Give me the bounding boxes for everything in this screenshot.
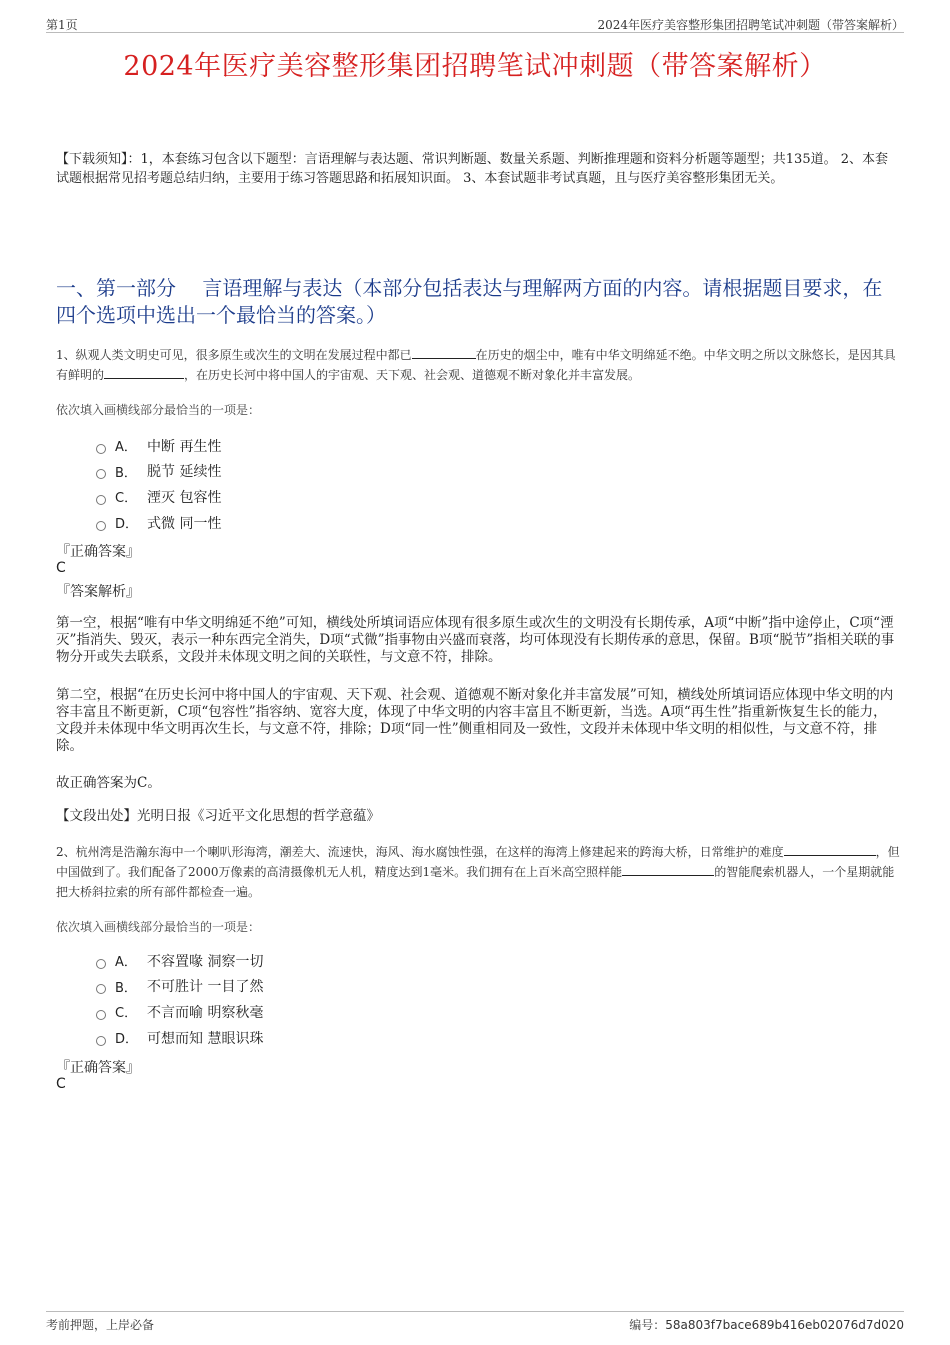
- analysis-conclusion: 故正确答案为C。: [56, 775, 161, 791]
- option-letter: D．: [115, 1032, 139, 1048]
- radio-icon[interactable]: [96, 469, 106, 479]
- radio-icon[interactable]: [96, 984, 106, 994]
- question-1-text-part3: ，在历史长河中将中国人的宇宙观、天下观、社会观、道德观不断对象化并丰富发展。: [184, 368, 641, 382]
- correct-answer-label: 『正确答案』: [56, 1060, 140, 1076]
- question-2-text-part2: ，但中国做到了。我们配备了2000万像素的高清摄像机无人机，精度达到1毫米。我们拥有在上百米高空照样能: [56, 845, 900, 879]
- analysis-paragraph-1: 第一空，根据“唯有中华文明绵延不绝”可知，横线处所填词语应体现有很多原生或次生的文明没有长期传承，A项“中断”指中途停止，C项“湮灭”指消失、毁灭，表示一种东西完全消失，D项“式微”指事物由兴盛而衰落，均可体现没有长期传承的意思，保留。B项“脱节”指相关联的事物分开或失去联系，文段并未体现文明之间的关联性，与文意不符，排除。: [56, 615, 895, 665]
- question-2-options: [96, 948, 263, 1050]
- page-footer: [46, 1311, 904, 1332]
- option-a[interactable]: [96, 433, 221, 459]
- option-d[interactable]: [96, 1025, 263, 1051]
- option-c[interactable]: [96, 484, 221, 510]
- question-1-text-part2: 在历史的烟尘中，唯有中华文明绵延不绝。中华文明之所以文脉悠长，是因其具有鲜明的: [56, 348, 896, 382]
- section-title: 一、第一部分 言语理解与表达（本部分包括表达与理解两方面的内容。请根据题目要求，在四个选项中选出一个最恰当的答案。）: [56, 276, 883, 327]
- question-1-text-part1: 1、纵观人类文明史可见，很多原生或次生的文明在发展过程中都已: [56, 348, 412, 362]
- download-notice: 【下载须知】：1，本套练习包含以下题型：言语理解与表达题、常识判断题、数量关系题、判断推理题和资料分析题等题型；共135道。 2、本套试题根据常见招考题总结归纳，主要用于练习答题思路和拓展知识面。 3、本套试题非考试真题，且与医疗美容整形集团无关。: [56, 152, 888, 186]
- option-letter: C．: [115, 1006, 138, 1022]
- header-doc-title: 2024年医疗美容整形集团招聘笔试冲刺题（带答案解析）: [597, 18, 904, 32]
- page-header: [46, 14, 904, 33]
- radio-icon[interactable]: [96, 1010, 106, 1020]
- option-b[interactable]: [96, 974, 263, 1000]
- option-text: 可想而知 慧眼识珠: [147, 1030, 264, 1047]
- document-title: 2024年医疗美容整形集团招聘笔试冲刺题（带答案解析）: [123, 51, 827, 82]
- question-2-instruction: 依次填入画横线部分最恰当的一项是：: [56, 920, 261, 934]
- option-letter: B．: [115, 980, 137, 996]
- question-2-text-part1: 2、杭州湾是浩瀚东海中一个喇叭形海湾，潮差大、流速快，海风、海水腐蚀性强，在这样的海湾上修建起来的跨海大桥，日常维护的难度: [56, 845, 784, 859]
- option-c[interactable]: [96, 999, 263, 1025]
- option-letter: A．: [115, 955, 137, 971]
- radio-icon[interactable]: [96, 521, 106, 531]
- code-label: 编号：: [629, 1318, 666, 1332]
- option-letter: D．: [115, 517, 139, 533]
- question-2-text-part3: 的智能爬索机器人，一个星期就能把大桥斜拉索的所有部件都检查一遍。: [56, 865, 895, 899]
- correct-answer: C: [56, 1076, 66, 1092]
- fill-blank-4: [622, 863, 714, 876]
- radio-icon[interactable]: [96, 1036, 106, 1046]
- option-text: 中断 再生性: [147, 438, 222, 455]
- radio-icon[interactable]: [96, 495, 106, 505]
- source-citation: 【文段出处】光明日报《习近平文化思想的哲学意蕴》: [56, 808, 380, 824]
- option-text: 不可胜计 一目了然: [147, 979, 264, 996]
- fill-blank-3: [784, 843, 876, 856]
- document-code: [629, 1316, 904, 1333]
- radio-icon[interactable]: [96, 444, 106, 454]
- question-1-options: [96, 433, 221, 535]
- code-value: 58a803f7bace689b416eb02076d7d020: [665, 1318, 904, 1332]
- option-letter: B．: [115, 465, 137, 481]
- option-text: 湮灭 包容性: [147, 489, 222, 506]
- correct-answer: C: [56, 560, 66, 576]
- option-a[interactable]: [96, 948, 263, 974]
- footer-slogan: 考前押题，上岸必备: [46, 1318, 155, 1332]
- question-2-text: [56, 842, 900, 902]
- question-1-text: [56, 345, 900, 385]
- analysis-paragraph-2: 第二空，根据“在历史长河中将中国人的宇宙观、天下观、社会观、道德观不断对象化并丰富发展”可知，横线处所填词语应体现中华文明的内容丰富且不断更新，C项“包容性”指容纳、宽容大度，体现了中华文明的内容丰富且不断更新，当选。A项“再生性”指重新恢复生长的能力，文段并未体现中华文明再次生长，与文意不符，排除；D项“同一性”侧重相同及一致性，文段并未体现中华文明的相似性，与文意不符，排除。: [56, 687, 894, 754]
- option-b[interactable]: [96, 459, 221, 485]
- option-letter: C．: [115, 491, 138, 507]
- fill-blank-2: [104, 366, 184, 379]
- page-number: 第1页: [46, 18, 78, 32]
- analysis-label: 『答案解析』: [56, 584, 140, 600]
- option-text: 不容置喙 洞察一切: [147, 953, 264, 970]
- fill-blank-1: [412, 346, 476, 359]
- option-text: 不言而喻 明察秋毫: [147, 1004, 264, 1021]
- option-text: 脱节 延续性: [147, 464, 222, 481]
- option-letter: A．: [115, 440, 137, 456]
- radio-icon[interactable]: [96, 959, 106, 969]
- option-text: 式微 同一性: [147, 515, 222, 532]
- correct-answer-label: 『正确答案』: [56, 544, 140, 560]
- option-d[interactable]: [96, 510, 221, 536]
- question-1-instruction: 依次填入画横线部分最恰当的一项是：: [56, 403, 261, 417]
